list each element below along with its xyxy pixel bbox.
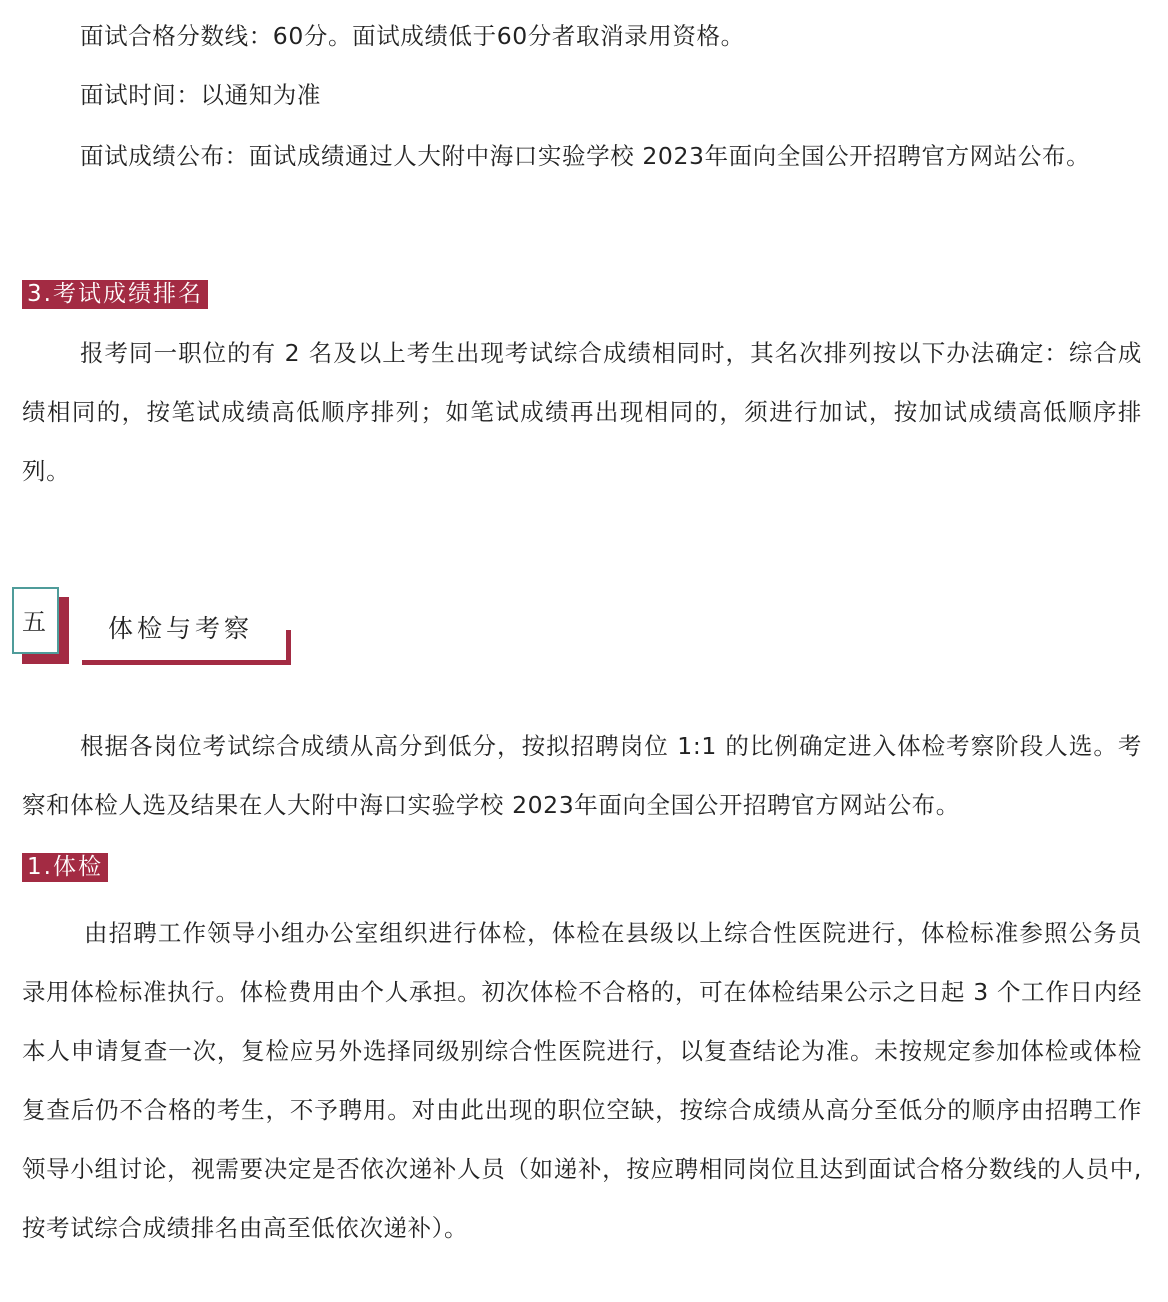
- physical-exam-label: 1.体检: [22, 853, 108, 882]
- interview-result-publication: 面试成绩公布：面试成绩通过人大附中海口实验学校 2023年面向全国公开招聘官方网站公布。: [80, 142, 1091, 170]
- interview-passing-score: 面试合格分数线：60分。面试成绩低于60分者取消录用资格。: [80, 22, 745, 50]
- ranking-label: 3.考试成绩排名: [22, 280, 208, 309]
- section-title: 体检与考察: [108, 614, 254, 643]
- section5-intro: 根据各岗位考试综合成绩从高分到低分，按拟招聘岗位 1:1 的比例确定进入体检考察阶段人选。考察和体检人选及结果在人大附中海口实验学校 2023年面向全国公开招聘官方网站公布。: [22, 732, 1142, 819]
- physical-exam-paragraph: 由招聘工作领导小组办公室组织进行体检，体检在县级以上综合性医院进行，体检标准参照公务员录用体检标准执行。体检费用由个人承担。初次体检不合格的，可在体检结果公示之日起 3 个工作日内经本人申请复查一次，复检应另外选择同级别综合性医院进行，以复查结论为准。未按规定参加体检或体检复查后仍不合格的考生，不予聘用。对由此出现的职位空缺，按综合成绩从高分至低分的顺序由招聘工作领导小组讨论，视需要决定是否依次递补人员（如递补，按应聘相同岗位且达到面试合格分数线的人员中,按考试综合成绩排名由高至低依次递补）。: [22, 919, 1142, 1242]
- section-number: 五: [12, 587, 59, 654]
- interview-time: 面试时间：以通知为准: [80, 81, 321, 109]
- ranking-paragraph: 报考同一职位的有 2 名及以上考生出现考试综合成绩相同时，其名次排列按以下办法确定：综合成绩相同的，按笔试成绩高低顺序排列；如笔试成绩再出现相同的，须进行加试，按加试成绩高低顺序排列。: [22, 339, 1142, 485]
